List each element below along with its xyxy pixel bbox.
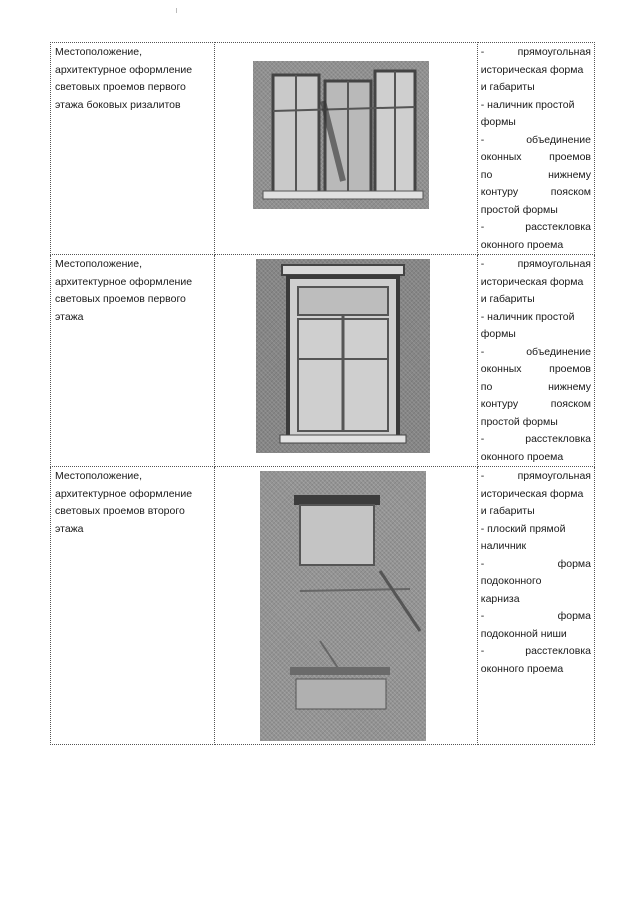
feature-word: оконного проема	[480, 662, 564, 675]
feature-line	[481, 291, 591, 309]
location-text-line: Местоположение,	[55, 470, 143, 482]
feature-word: историческая форма	[480, 275, 584, 288]
feature-line	[481, 132, 591, 150]
feature-word: -	[480, 345, 485, 358]
window-photo	[260, 471, 426, 741]
feature-word: нижнему	[548, 380, 591, 393]
feature-line	[481, 486, 591, 504]
feature-word: пояском	[550, 398, 591, 410]
features-list	[478, 43, 594, 254]
feature-word: пояском	[550, 186, 591, 198]
location-text-line: этажа боковых ризалитов	[55, 98, 181, 111]
feature-word: - наличник простой	[480, 310, 575, 323]
feature-line	[481, 556, 591, 574]
scan-mark	[176, 8, 177, 13]
feature-line	[481, 114, 591, 132]
location-text-line: световых проемов первого	[55, 293, 186, 305]
feature-line	[481, 184, 591, 202]
location-cell	[51, 467, 215, 745]
location-text-line: Местоположение,	[55, 46, 143, 58]
feature-line	[481, 591, 591, 609]
feature-word: и габариты	[480, 505, 535, 517]
feature-word: -	[480, 557, 485, 570]
feature-line	[481, 503, 591, 521]
feature-line	[481, 237, 591, 255]
location-cell	[51, 255, 215, 467]
feature-word: -	[480, 610, 485, 622]
feature-word: и габариты	[480, 81, 535, 93]
photo-cell	[215, 255, 477, 467]
table-row	[51, 255, 595, 467]
features-list	[478, 255, 594, 466]
feature-word: объединение	[526, 345, 591, 358]
feature-word: оконных	[480, 363, 522, 375]
feature-line	[481, 79, 591, 97]
feature-line	[481, 396, 591, 414]
features-cell	[477, 43, 594, 255]
feature-word: -	[480, 221, 485, 233]
feature-word: форма	[557, 610, 591, 622]
feature-line	[481, 361, 591, 379]
location-text-line: Местоположение,	[55, 258, 143, 270]
feature-word: по	[480, 168, 493, 181]
feature-word: и габариты	[480, 293, 535, 305]
feature-line	[481, 608, 591, 626]
photo-cell	[215, 467, 477, 745]
feature-line	[481, 538, 591, 556]
feature-line	[481, 643, 591, 661]
feature-word: проемов	[549, 363, 591, 375]
feature-word: форма	[557, 557, 591, 570]
feature-line	[481, 468, 591, 486]
feature-line	[481, 62, 591, 80]
feature-word: -	[480, 258, 485, 270]
feature-line	[481, 44, 591, 62]
feature-word: карниза	[480, 592, 520, 605]
feature-word: подоконной ниши	[480, 627, 567, 640]
feature-word: расстекловка	[525, 221, 591, 233]
location-text-line: световых проемов первого	[55, 81, 186, 93]
location-text-line: архитектурное оформление	[55, 487, 193, 500]
feature-line	[481, 97, 591, 115]
feature-word: формы	[480, 328, 516, 340]
feature-word: -	[480, 645, 485, 657]
feature-word: оконного проема	[480, 238, 564, 251]
feature-line	[481, 256, 591, 274]
feature-word: контуру	[480, 398, 519, 410]
feature-word: -	[480, 470, 485, 482]
feature-word: формы	[480, 116, 516, 128]
feature-word: -	[480, 133, 485, 146]
feature-word: историческая форма	[480, 487, 584, 500]
photo-cell	[215, 43, 477, 255]
feature-line	[481, 449, 591, 467]
feature-word: -	[480, 46, 485, 58]
feature-line	[481, 274, 591, 292]
feature-line	[481, 149, 591, 167]
feature-word: наличник	[480, 540, 527, 552]
feature-word: прямоугольная	[517, 258, 591, 270]
feature-word: прямоугольная	[517, 46, 591, 58]
feature-line	[481, 326, 591, 344]
feature-line	[481, 431, 591, 449]
table-row	[51, 43, 595, 255]
location-text-line: этажа	[55, 310, 84, 323]
location-cell	[51, 43, 215, 255]
feature-line	[481, 309, 591, 327]
table-row	[51, 467, 595, 745]
feature-line	[481, 414, 591, 432]
feature-line	[481, 379, 591, 397]
feature-word: по	[480, 380, 493, 393]
feature-line	[481, 521, 591, 539]
feature-line	[481, 661, 591, 679]
feature-word: подоконного	[480, 575, 542, 587]
feature-word: - наличник простой	[480, 98, 575, 111]
location-text-line: световых проемов второго	[55, 505, 185, 517]
features-cell	[477, 467, 594, 745]
feature-word: историческая форма	[480, 63, 584, 76]
feature-line	[481, 344, 591, 362]
feature-word: расстекловка	[525, 433, 591, 445]
window-photo	[256, 259, 430, 453]
feature-word: проемов	[549, 151, 591, 163]
feature-word: объединение	[526, 133, 591, 146]
feature-line	[481, 626, 591, 644]
feature-word: -	[480, 433, 485, 445]
feature-word: прямоугольная	[517, 470, 591, 482]
feature-word: - плоский прямой	[480, 522, 566, 535]
feature-word: расстекловка	[525, 645, 591, 657]
features-list	[478, 467, 594, 678]
window-photo	[253, 61, 429, 209]
feature-line	[481, 202, 591, 220]
location-text-line: архитектурное оформление	[55, 63, 193, 76]
feature-line	[481, 167, 591, 185]
location-text-line: архитектурное оформление	[55, 275, 193, 288]
feature-word: нижнему	[548, 168, 591, 181]
feature-word: оконных	[480, 151, 522, 163]
feature-word: простой формы	[480, 415, 558, 428]
feature-line	[481, 573, 591, 591]
feature-word: простой формы	[480, 203, 558, 216]
window-specification-table	[50, 42, 595, 745]
feature-word: оконного проема	[480, 450, 564, 463]
features-cell	[477, 255, 594, 467]
feature-line	[481, 219, 591, 237]
location-text-line: этажа	[55, 522, 84, 535]
feature-word: контуру	[480, 186, 519, 198]
